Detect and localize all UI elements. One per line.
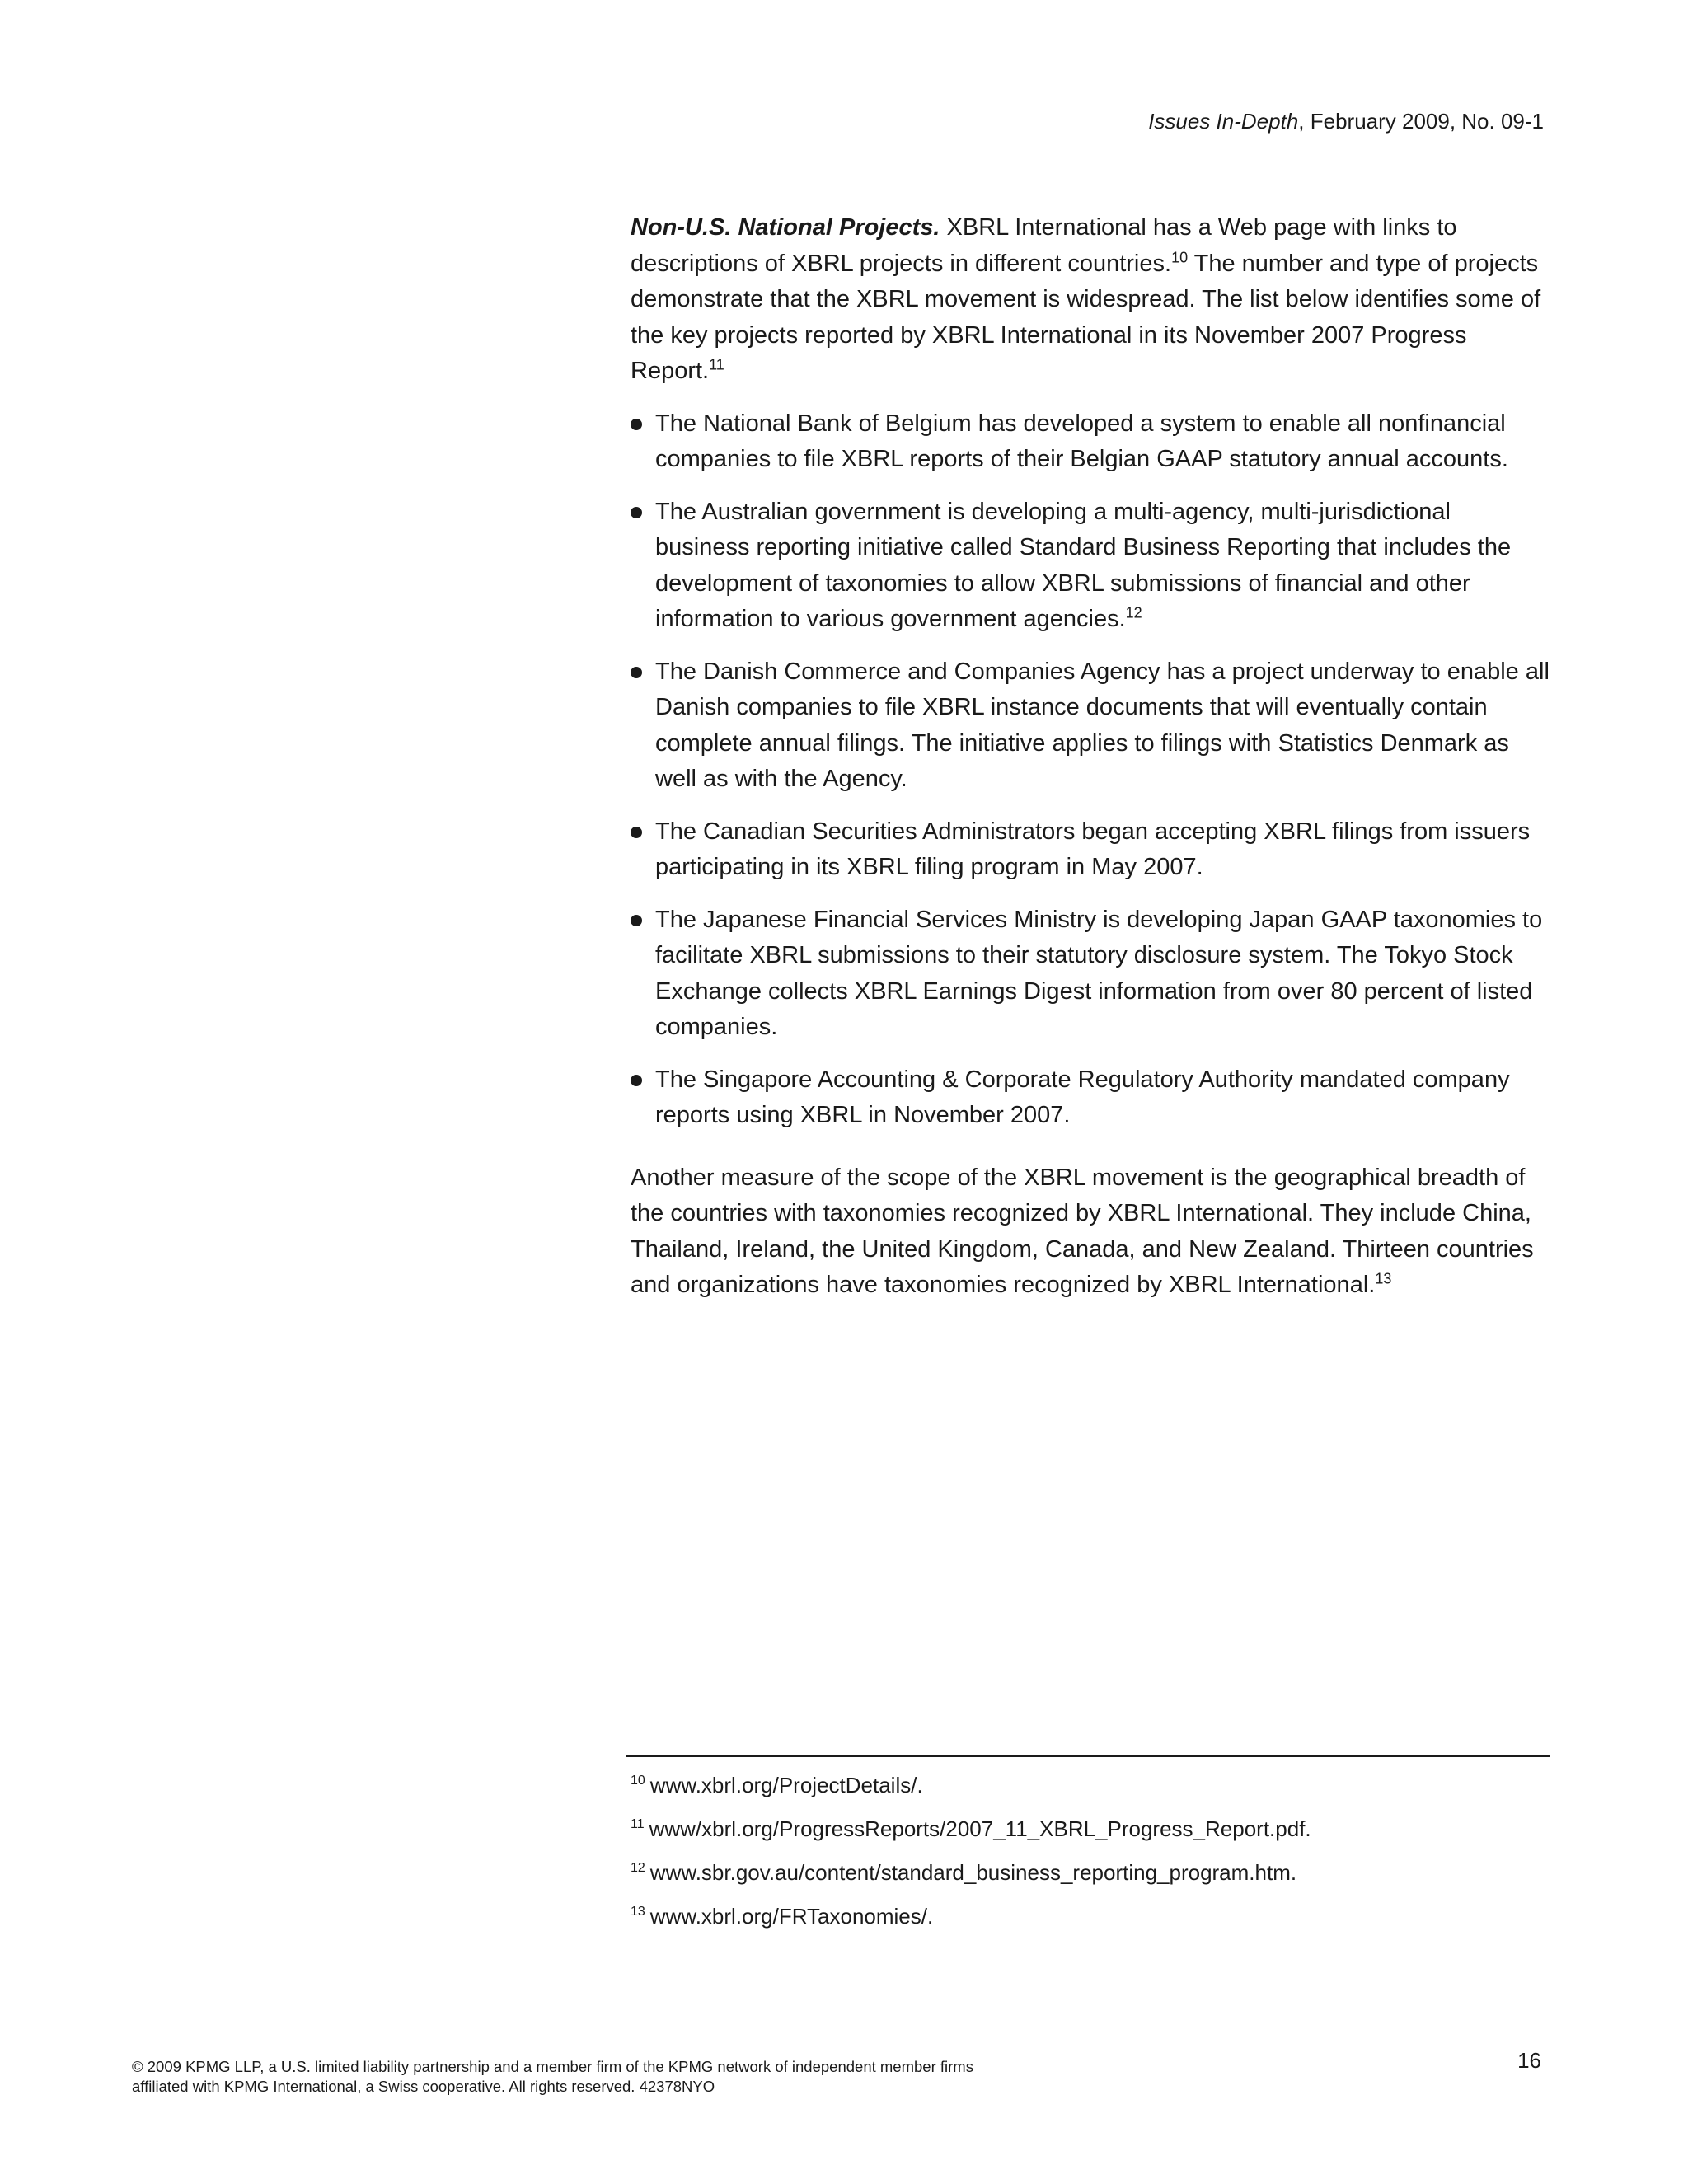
footnote-link[interactable]: www/xbrl.org/ProgressReports/2007_11_XBRL_Progress_Report.pdf. bbox=[649, 1816, 1311, 1841]
footnote bbox=[631, 1851, 1537, 1895]
footnote-number: 11 bbox=[631, 1817, 645, 1832]
list-item: The Canadian Securities Administrators began accepting XBRL filings from issuers participating in its XBRL filing program in May 2007. bbox=[631, 814, 1550, 886]
intro-paragraph: Non-U.S. National Projects. XBRL International has a Web page with links to descriptions of XBRL projects in different countries.$^{10}$ The number and type of projects demonstrate that the XBRL movement is widespread. The list below identifies some of the key projects reported by XBRL International in its November 2007 Progress Report.$^{11}$ bbox=[631, 214, 1541, 384]
bullet-icon bbox=[631, 915, 642, 926]
list-item: The Australian government is developing a multi-agency, multi-jurisdictional business reporting initiative called Standard Business Reporting that includes the development of taxonomies to allow XBRL submissions of financial and other information to various government agencies.$^{12}$ bbox=[631, 494, 1550, 638]
footnote-ref[interactable]: 13 bbox=[1375, 1270, 1392, 1287]
footnote-ref[interactable]: 12 bbox=[1125, 604, 1142, 621]
footnotes bbox=[631, 1764, 1537, 1938]
main-content bbox=[631, 210, 1550, 1304]
bullet-icon bbox=[631, 1075, 642, 1086]
issue-date: , February 2009, No. 09-1 bbox=[1298, 109, 1544, 134]
copyright-notice: © 2009 KPMG LLP, a U.S. limited liability partnership and a member firm of the KPMG network of independent member firms affiliated with KPMG International, a Swiss cooperative. All rights reserved. 42378NYO bbox=[132, 2058, 973, 2095]
footnote-number: 10 bbox=[631, 1774, 645, 1788]
closing-paragraph: Another measure of the scope of the XBRL movement is the geographical breadth of the countries with taxonomies recognized by XBRL International. They include China, Thailand, Ireland, the United Kingdom, Canada, and New Zealand. Thirteen countries and organizations have taxonomies recognized by XBRL International.$^{13}$ bbox=[631, 1164, 1534, 1298]
footnote-link[interactable]: www.xbrl.org/ProjectDetails/. bbox=[649, 1773, 923, 1797]
page-number: 16 bbox=[1517, 2048, 1541, 2073]
project-list bbox=[631, 406, 1550, 1134]
footnote-number: 13 bbox=[631, 1905, 645, 1919]
footnote-number: 12 bbox=[631, 1861, 645, 1876]
list-item: The Danish Commerce and Companies Agency has a project underway to enable all Danish companies to file XBRL instance documents that will eventually contain complete annual filings. The initiative applies to filings with Statistics Denmark as well as with the Agency. bbox=[631, 654, 1550, 798]
list-item: The Japanese Financial Services Ministry is developing Japan GAAP taxonomies to facilitate XBRL submissions to their statutory disclosure system. The Tokyo Stock Exchange collects XBRL Earnings Digest information from over 80 percent of listed companies. bbox=[631, 902, 1550, 1046]
bullet-icon bbox=[631, 667, 642, 678]
bullet-icon bbox=[631, 507, 642, 518]
list-item: The National Bank of Belgium has developed a system to enable all nonfinancial companies to file XBRL reports of their Belgian GAAP statutory annual accounts. bbox=[631, 406, 1550, 478]
running-header bbox=[1148, 109, 1544, 134]
section-lead: Non-U.S. National Projects. bbox=[631, 214, 940, 241]
bullet-icon bbox=[631, 827, 642, 838]
footnote bbox=[631, 1895, 1537, 1938]
bullet-icon bbox=[631, 419, 642, 430]
list-item: The Singapore Accounting & Corporate Regulatory Authority mandated company reports using XBRL in November 2007. bbox=[631, 1062, 1550, 1134]
footnote-link[interactable]: www.xbrl.org/FRTaxonomies/. bbox=[649, 1904, 934, 1929]
footnote-link[interactable]: www.sbr.gov.au/content/standard_business_reporting_program.htm. bbox=[649, 1860, 1297, 1885]
footnote-divider bbox=[626, 1755, 1550, 1757]
footnote bbox=[631, 1764, 1537, 1807]
footnote-ref[interactable]: 11 bbox=[709, 356, 724, 373]
publication-title: Issues In-Depth bbox=[1148, 109, 1299, 134]
footnote bbox=[631, 1807, 1537, 1851]
footnote-ref[interactable]: 10 bbox=[1171, 248, 1189, 265]
